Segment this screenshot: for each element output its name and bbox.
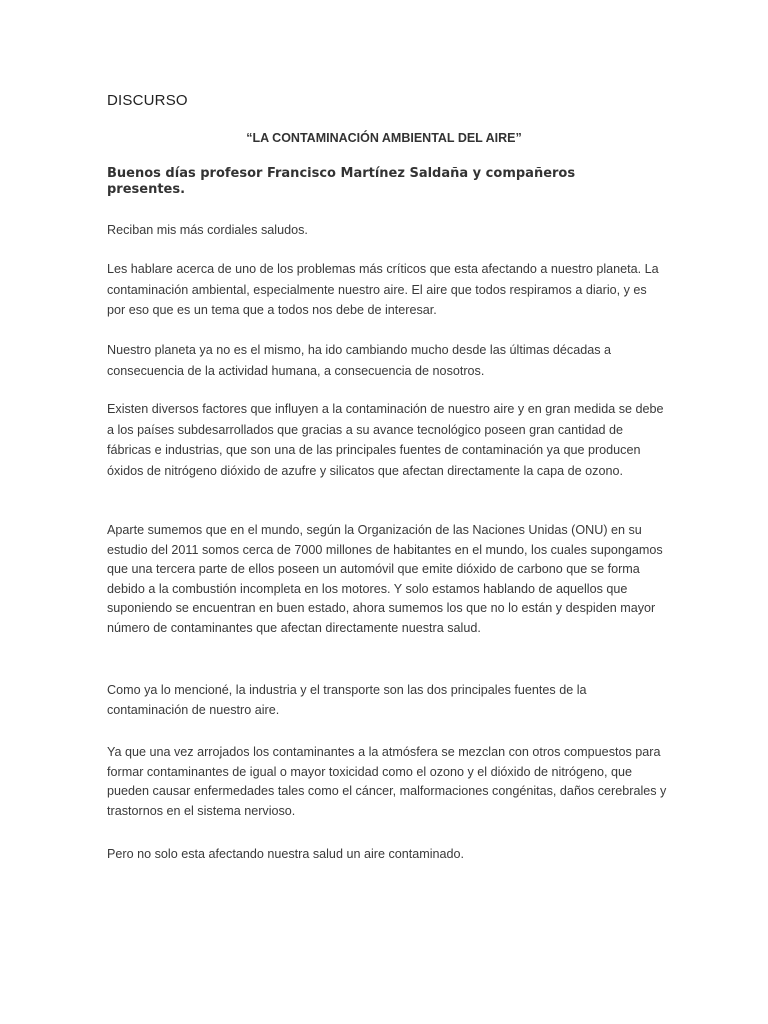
- paragraph-introduction: Les hablare acerca de uno de los problemas más críticos que esta afectando a nuestro planeta. La contaminación ambiental, especialmente nuestro aire. El aire que todos respiramos a diario, y es por eso que es un tema que a todos nos debe de interesar.: [107, 262, 659, 317]
- paragraph-greetings: Reciban mis más cordiales saludos.: [107, 223, 308, 237]
- paragraph-population: Aparte sumemos que en el mundo, según la Organización de las Naciones Unidas (ONU) en su estudio del 2011 somos cerca de 7000 millones de habitantes en el mundo, los cuales supongamos que una tercera parte de ellos poseen un automóvil que emite dióxido de carbono que se forma debido a la combustión incompleta en los motores. Y solo estamos hablando de aquellos que suponiendo se encuentran en buen estado, ahora sumemos los que no lo están y despiden mayor número de contaminantes que afectan directamente nuestra salud.: [107, 523, 663, 635]
- paragraph-closing: Pero no solo esta afectando nuestra salud un aire contaminado.: [107, 847, 465, 861]
- greeting-line: Buenos días profesor Francisco Martínez Saldaña y compañeros presentes.: [107, 166, 576, 197]
- paragraph-health-effects: Ya que una vez arrojados los contaminantes a la atmósfera se mezclan con otros compuestos para formar contaminantes de igual o mayor toxicidad como el ozono y el dióxido de nitrógeno, que pueden causar enfermedades tales como el cáncer, malformaciones congénitas, daños cerebrales y trastornos en el sistema nervioso.: [107, 745, 667, 818]
- document-heading: DISCURSO: [107, 92, 188, 109]
- paragraph-planet-change: Nuestro planeta ya no es el mismo, ha ido cambiando mucho desde las últimas décadas a consecuencia de la actividad humana, a consecuencia de nosotros.: [107, 343, 612, 378]
- paragraph-factors: Existen diversos factores que influyen a la contaminación de nuestro aire y en gran medida se debe a los países subdesarrollados que gracias a su avance tecnológico poseen gran cantidad de fábricas e industrias, que son una de las principales fuentes de contaminación ya que producen óxidos de nitrógeno dióxido de azufre y silicatos que afectan directamente la capa de ozono.: [107, 402, 664, 478]
- document-title: “LA CONTAMINACIÓN AMBIENTAL DEL AIRE”: [246, 131, 522, 145]
- paragraph-main-sources: Como ya lo mencioné, la industria y el transporte son las dos principales fuentes de la contaminación de nuestro aire.: [107, 683, 587, 717]
